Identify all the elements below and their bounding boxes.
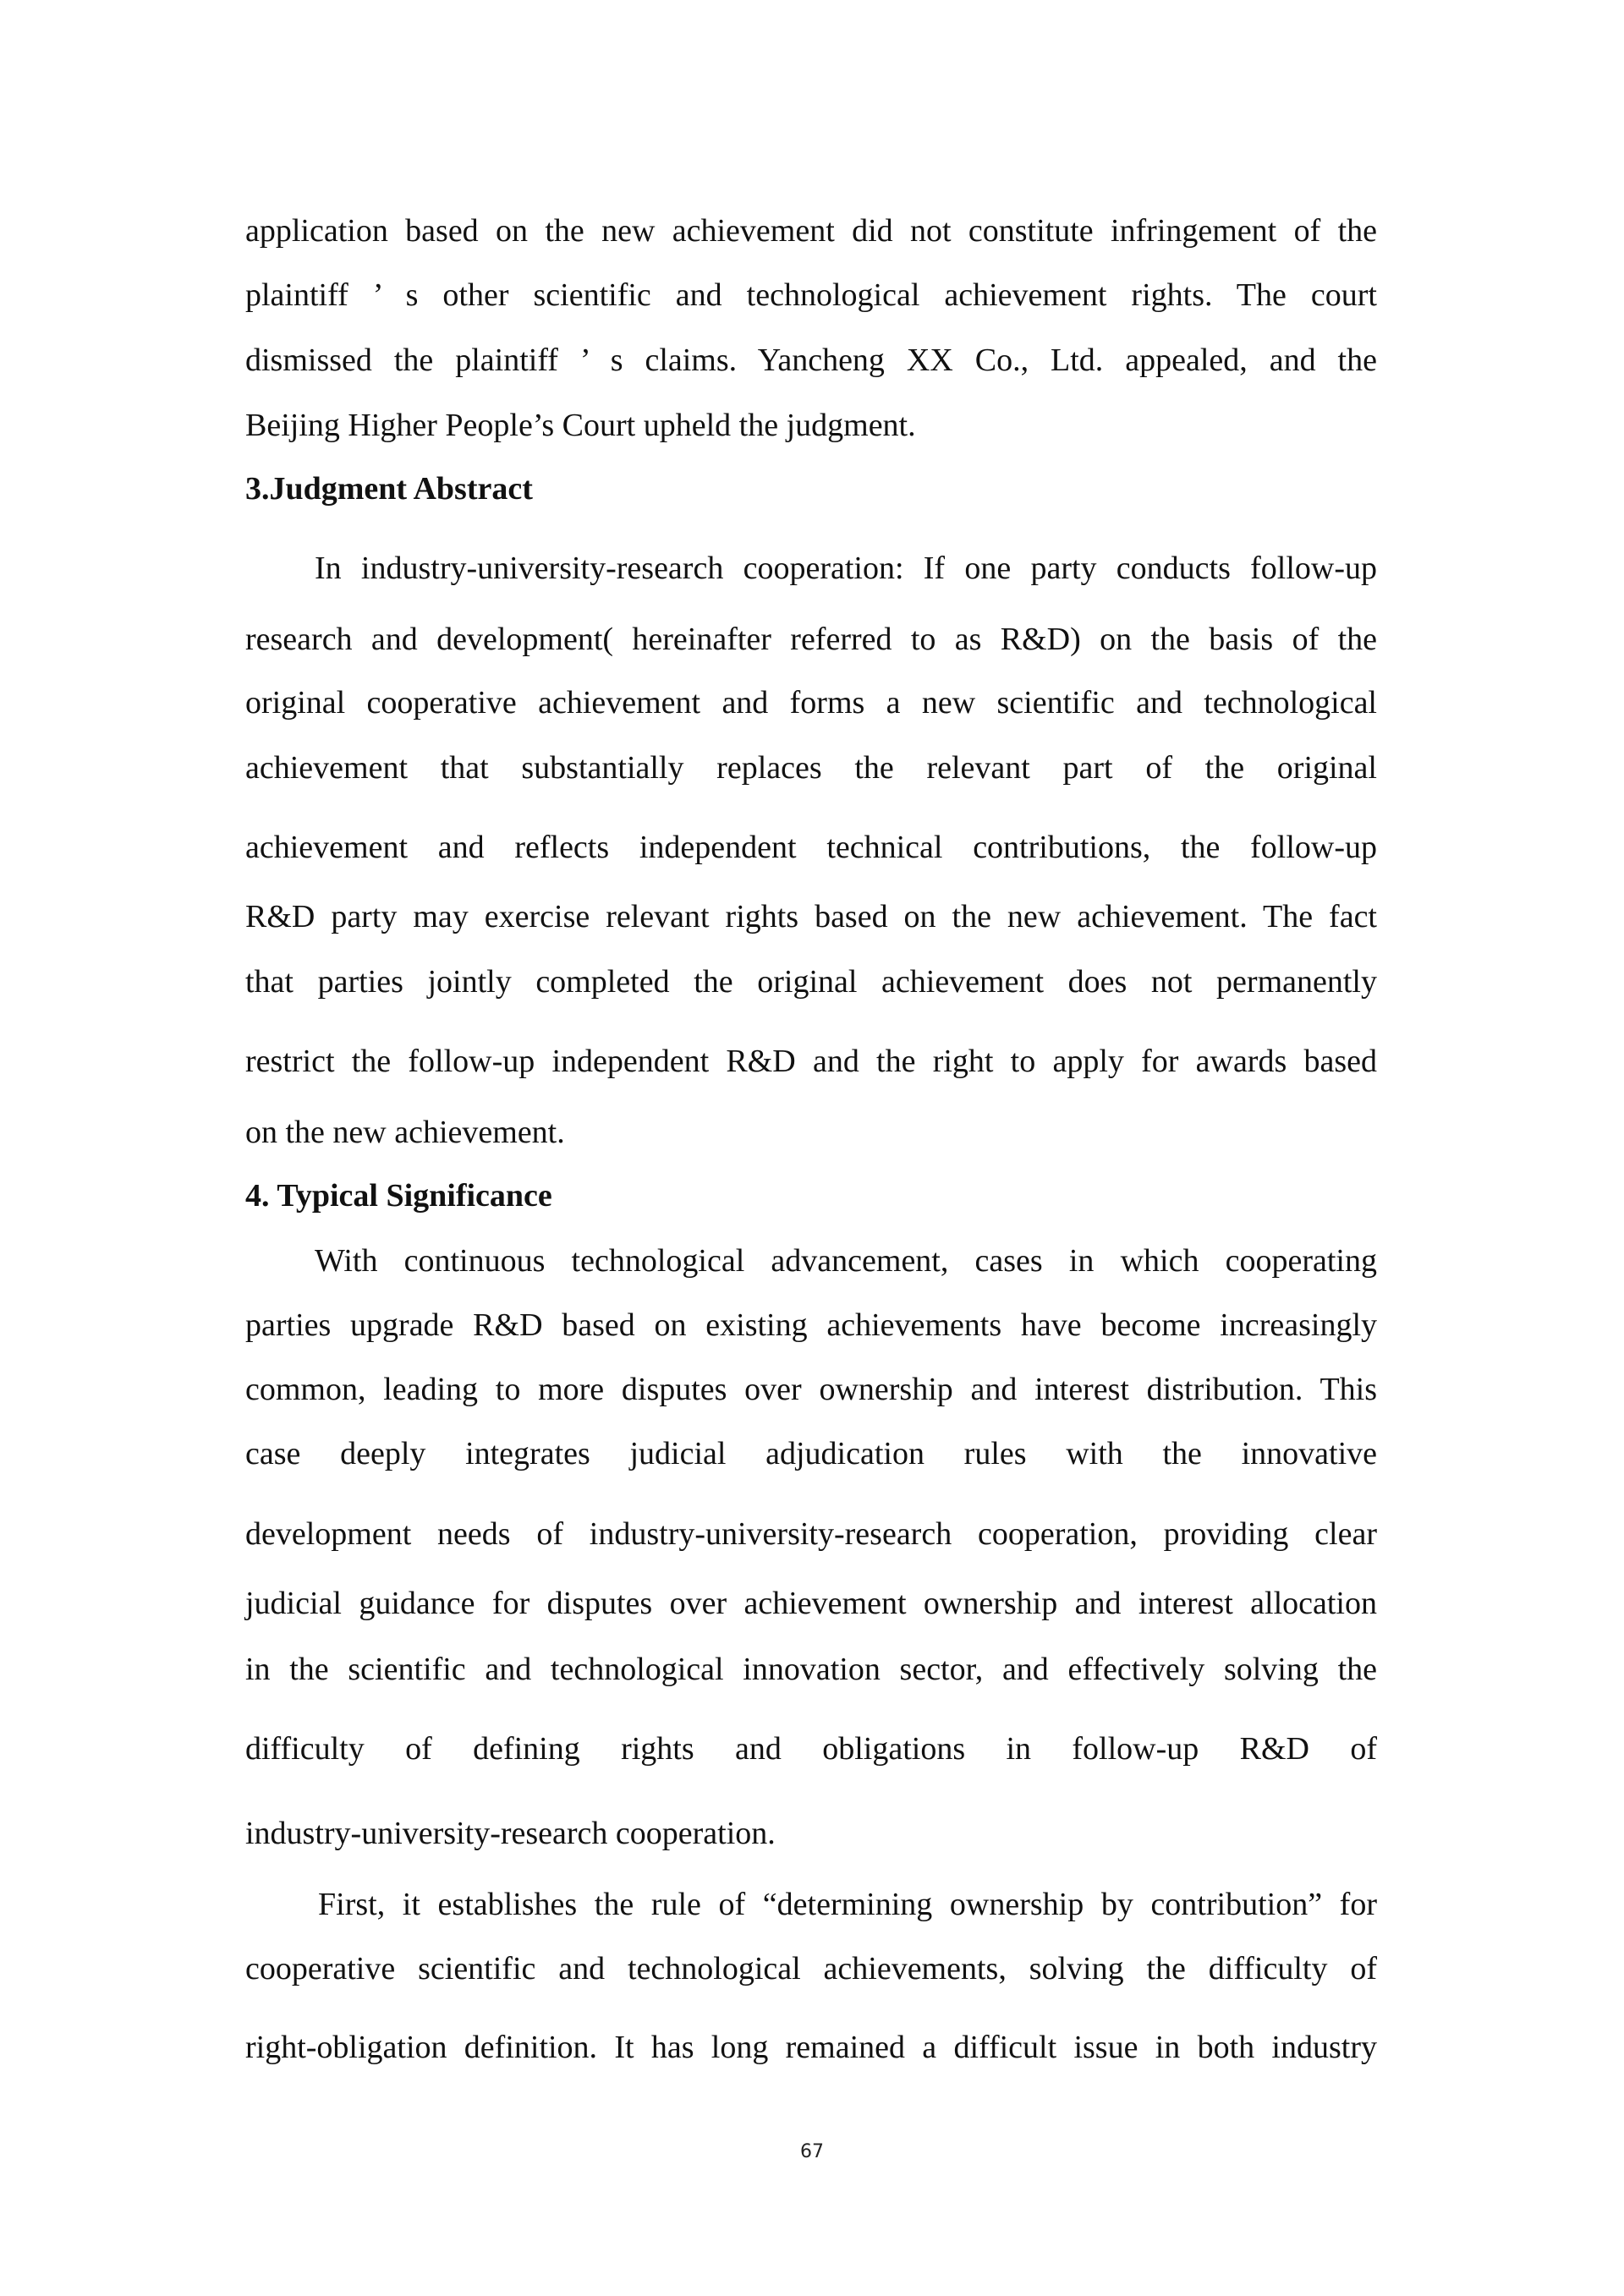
body-text-line: In industry-university-research cooperation: If one party conducts follow-up [315, 551, 1377, 586]
body-text-line: achievement and reflects independent technical contributions, the follow-up [245, 830, 1377, 865]
body-text-line: case deeply integrates judicial adjudication rules with the innovative [245, 1436, 1377, 1471]
body-text-line: plaintiff ’ s other scientific and technological achievement rights. The court [245, 277, 1377, 313]
section-heading-judgment-abstract: 3.Judgment Abstract [245, 471, 533, 507]
body-text-line: cooperative scientific and technological achievements, solving the difficulty of [245, 1951, 1377, 1986]
body-text-line: difficulty of defining rights and obligations in follow-up R&D of [245, 1731, 1377, 1767]
body-text-line: common, leading to more disputes over ownership and interest distribution. This [245, 1372, 1377, 1407]
body-text-line: parties upgrade R&D based on existing achievements have become increasingly [245, 1307, 1377, 1343]
body-text-line: restrict the follow-up independent R&D and the right to apply for awards based [245, 1044, 1377, 1079]
body-text-line: right-obligation definition. It has long remained a difficult issue in both industry [245, 2030, 1377, 2065]
body-text-line: in the scientific and technological innovation sector, and effectively solving the [245, 1652, 1377, 1687]
body-text-line: development needs of industry-university-research cooperation, providing clear [245, 1516, 1377, 1552]
section-heading-typical-significance: 4. Typical Significance [245, 1178, 552, 1214]
body-text-line: application based on the new achievement did not constitute infringement of the [245, 213, 1377, 249]
body-text-line: With continuous technological advancement, cases in which cooperating [315, 1243, 1377, 1279]
body-text-line: that parties jointly completed the original achievement does not permanently [245, 964, 1377, 1000]
body-text-line: Beijing Higher People’s Court upheld the judgment. [245, 408, 916, 443]
body-text-line: achievement that substantially replaces the relevant part of the original [245, 750, 1377, 786]
body-text-line: judicial guidance for disputes over achievement ownership and interest allocation [245, 1586, 1377, 1621]
body-text-line: First, it establishes the rule of “determining ownership by contribution” for [318, 1887, 1377, 1922]
body-text-line: original cooperative achievement and forms a new scientific and technological [245, 685, 1377, 721]
body-text-line: industry-university-research cooperation. [245, 1816, 776, 1851]
body-text-line: on the new achievement. [245, 1115, 565, 1150]
body-text-line: dismissed the plaintiff ’ s claims. Yancheng XX Co., Ltd. appealed, and the [245, 342, 1377, 378]
body-text-line: research and development( hereinafter referred to as R&D) on the basis of the [245, 622, 1377, 657]
body-text-line: R&D party may exercise relevant rights based on the new achievement. The fact [245, 899, 1377, 934]
page-number: 67 [800, 2141, 824, 2162]
